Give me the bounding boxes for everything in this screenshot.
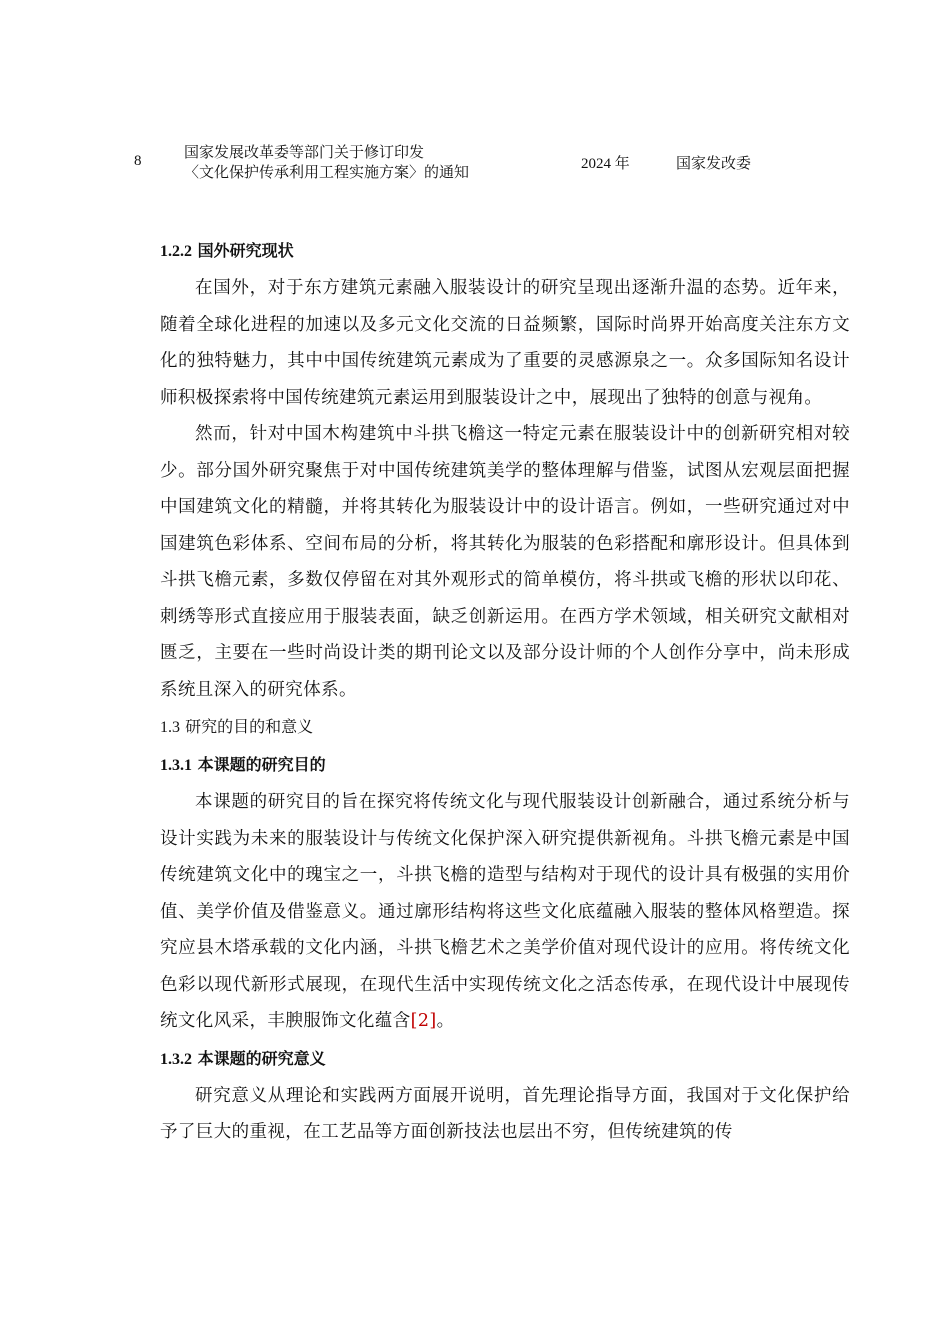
- policy-year: 2024 年: [581, 156, 630, 172]
- paragraph: 研究意义从理论和实践两方面展开说明，首先理论指导方面，我国对于文化保护给予了巨大的重视，在工艺品等方面创新技法也层出不穷，但传统建筑的传: [160, 1085, 850, 1142]
- policy-table-row: [0, 140, 950, 190]
- paragraph: 然而，针对中国木构建筑中斗拱飞檐这一特定元素在服装设计中的创新研究相对较少。部分国外研究聚焦于对中国传统建筑美学的整体理解与借鉴，试图从宏观层面把握中国建筑文化的精髓，并将其转化为服装设计中的设计语言。例如，一些研究通过对中国建筑色彩体系、空间布局的分析，将其转化为服装的色彩搭配和廓形设计。但具体到斗拱飞檐元素，多数仅停留在对其外观形式的简单模仿，将斗拱或飞檐的形状以印花、刺绣等形式直接应用于服装表面，缺乏创新运用。在西方学术领域，相关研究文献相对匮乏，主要在一些时尚设计类的期刊论文以及部分设计师的个人创作分享中，尚未形成系统且深入的研究体系。: [160, 424, 850, 700]
- heading-1-2-2: 1.2.2 国外研究现状: [160, 241, 294, 260]
- policy-issuer: 国家发改委: [676, 154, 752, 172]
- document-body: [160, 232, 850, 1151]
- paragraph: 在国外，对于东方建筑元素融入服装设计的研究呈现出逐渐升温的态势。近年来，随着全球化进程的加速以及多元文化交流的日益频繁，国际时尚界开始高度关注东方文化的独特魅力，其中中国传统建筑元素成为了重要的灵感源泉之一。众多国际知名设计师积极探索将中国传统建筑元素运用到服装设计之中，展现出了独特的创意与视角。: [160, 278, 850, 408]
- policy-title-line1: 国家发展改革委等部门关于修订印发: [184, 143, 425, 161]
- policy-title-line2: 〈文化保护传承利用工程实施方案〉的通知: [184, 163, 470, 181]
- citation-link[interactable]: [2]: [410, 1011, 437, 1031]
- paragraph: 本课题的研究目的旨在探究将传统文化与现代服装设计创新融合，通过系统分析与设计实践为未来的服装设计与传统文化保护深入研究提供新视角。斗拱飞檐元素是中国传统建筑文化中的瑰宝之一，斗拱飞檐的造型与结构对于现代的设计具有极强的实用价值、美学价值及借鉴意义。通过廓形结构将这些文化底蕴融入服装的整体风格塑造。探究应县木塔承载的文化内涵，斗拱飞檐艺术之美学价值对现代设计的应用。将传统文化色彩以现代新形式展现，在现代生活中实现传统文化之活态传承，在现代设计中展现传统文化风采，丰腴服饰文化蕴含[2]。: [160, 792, 850, 1031]
- policy-title: [184, 142, 469, 182]
- heading-1-3: 1.3 研究的目的和意义: [160, 717, 314, 736]
- heading-1-3-1: 1.3.1 本课题的研究目的: [160, 755, 326, 774]
- row-number: 8: [134, 153, 142, 169]
- heading-1-3-2: 1.3.2 本课题的研究意义: [160, 1048, 326, 1068]
